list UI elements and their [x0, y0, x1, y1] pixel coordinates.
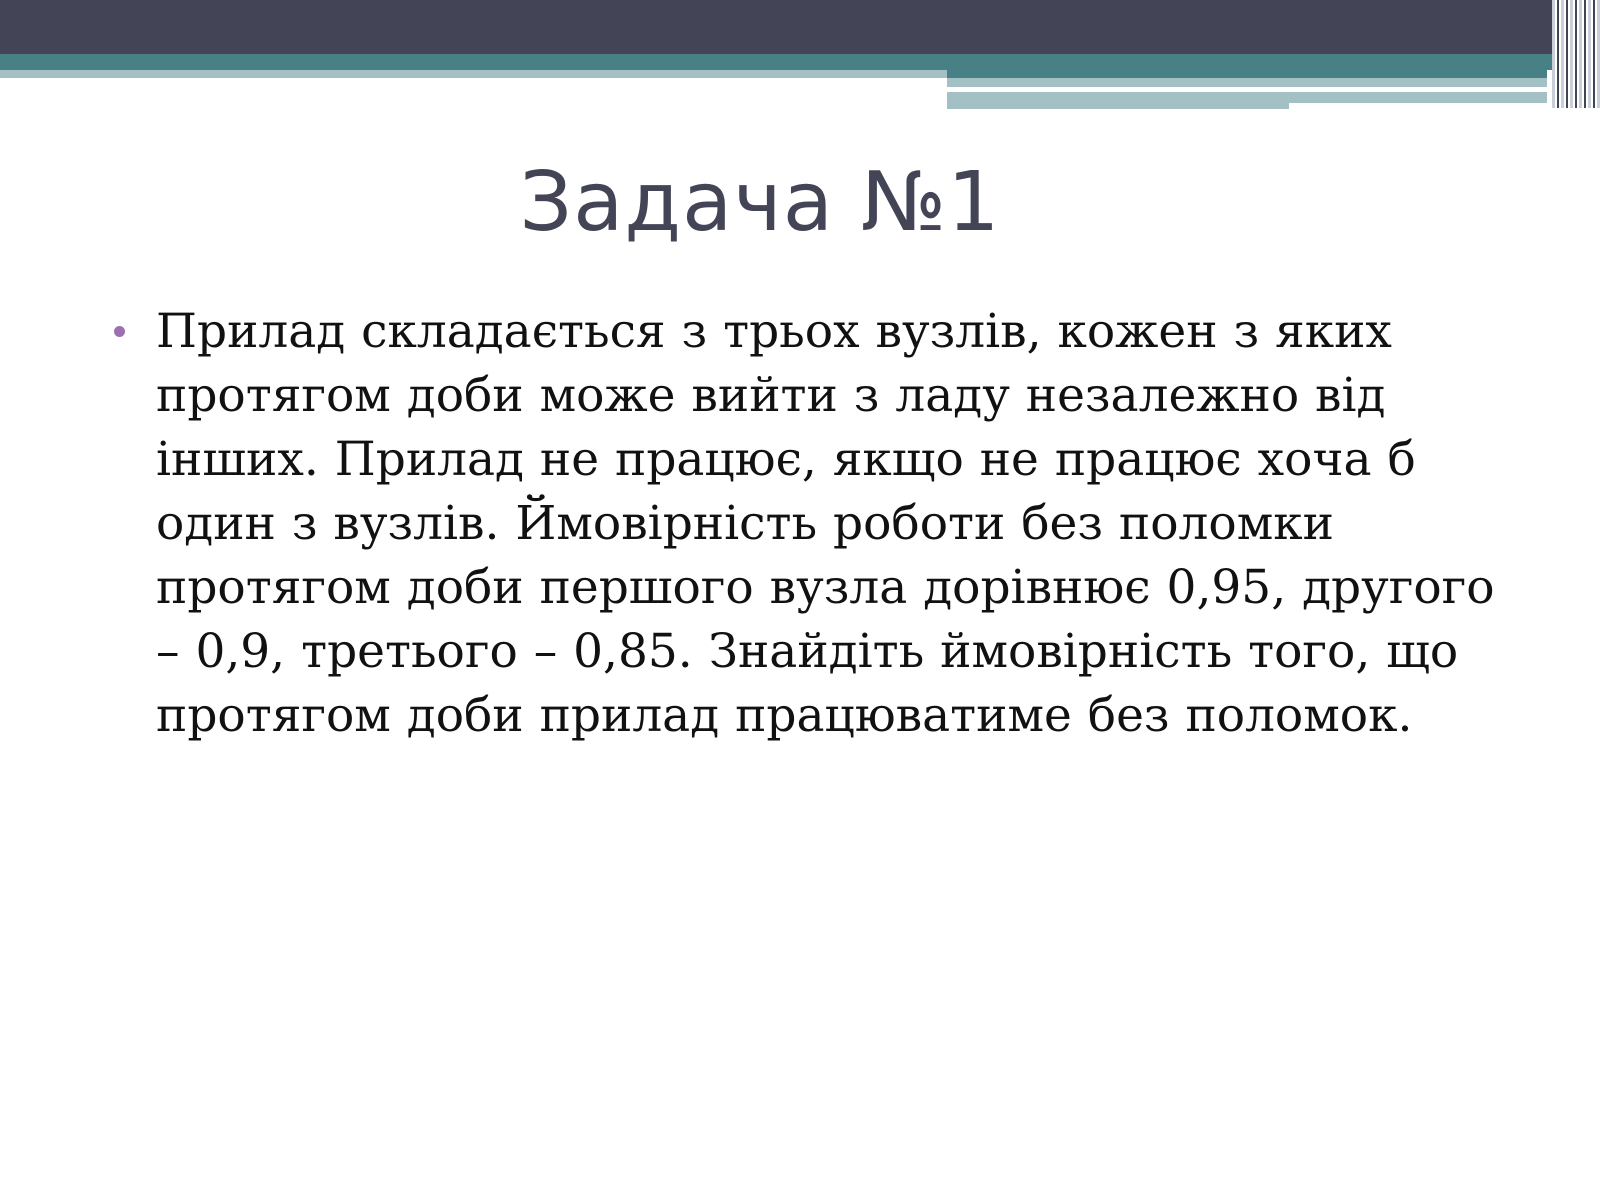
slide-content — [110, 300, 1510, 748]
header-band-light-right-tail — [947, 103, 1289, 109]
bullet-dot-icon — [114, 326, 125, 337]
slide-title: Задача №1 — [519, 155, 1001, 250]
header-stripes — [1552, 0, 1600, 108]
header-band-teal — [0, 54, 1600, 70]
bullet-item — [110, 300, 1510, 748]
header-band-light-right-lower — [947, 92, 1547, 103]
header-band-teal-right — [947, 70, 1547, 78]
bullet-text: Прилад складається з трьох вузлів, кожен з яких протягом доби може вийти з ладу незалежно від інших. Прилад не працює, якщо не працює хоча б один з вузлів. Ймовірність роботи без поломки протягом доби першого вузла дорівнює 0,95, другого – 0,9, третього – 0,85. Знайдіть ймовірність того, що протягом доби прилад працюватиме без поломок. — [156, 304, 1495, 743]
header-band-light-left — [0, 70, 947, 78]
header-band-dark — [0, 0, 1600, 54]
header-band-light-right — [947, 78, 1547, 87]
